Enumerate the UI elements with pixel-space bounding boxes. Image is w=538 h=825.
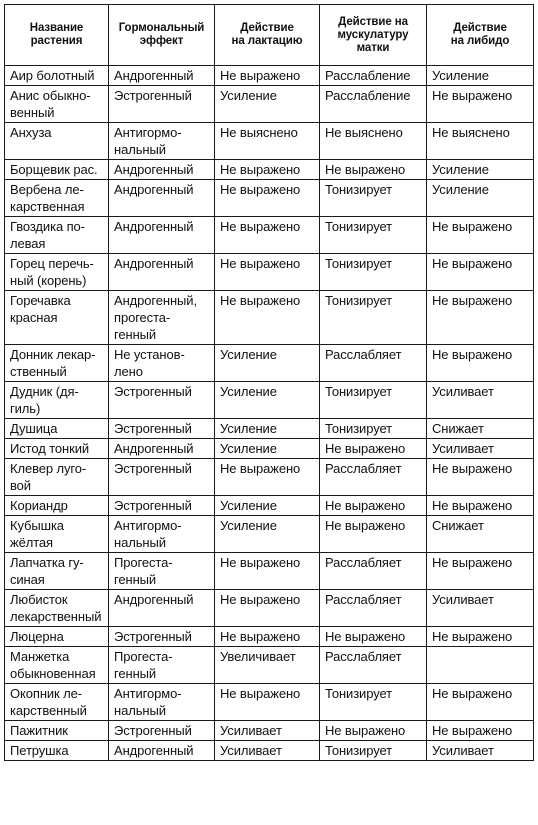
cell-libido-effect — [427, 721, 534, 741]
cell-plant-name — [5, 721, 109, 741]
cell-lactation-effect — [215, 180, 320, 217]
cell-libido-effect — [427, 553, 534, 590]
cell-plant-name — [5, 123, 109, 160]
cell-uterine-effect — [320, 741, 427, 761]
cell-plant-name — [5, 180, 109, 217]
table-row — [5, 516, 534, 553]
cell-hormonal-effect — [109, 345, 215, 382]
cell-line: Усиление — [220, 88, 277, 103]
cell-hormonal-effect — [109, 647, 215, 684]
cell-line: Антигормо- — [114, 518, 182, 533]
cell-hormonal-effect — [109, 627, 215, 647]
cell-line: Усиливает — [220, 743, 282, 758]
plants-hormone-table-wrapper — [4, 4, 534, 761]
cell-lactation-effect — [215, 439, 320, 459]
cell-lactation-effect — [215, 382, 320, 419]
cell-line: Донник лекар- — [10, 347, 96, 362]
cell-line: Расслабляет — [325, 347, 402, 362]
cell-plant-name — [5, 291, 109, 345]
cell-uterine-effect — [320, 217, 427, 254]
cell-libido-effect — [427, 590, 534, 627]
table-row — [5, 291, 534, 345]
cell-line: Прогеста- — [114, 649, 173, 664]
cell-line: красная — [10, 310, 58, 325]
cell-hormonal-effect — [109, 66, 215, 86]
cell-plant-name — [5, 217, 109, 254]
cell-line: Не выражено — [432, 219, 513, 234]
table-row — [5, 217, 534, 254]
cell-plant-name — [5, 160, 109, 180]
cell-libido-effect — [427, 647, 534, 684]
cell-plant-name — [5, 345, 109, 382]
cell-line: жёлтая — [10, 535, 53, 550]
cell-line: Не выражено — [325, 518, 406, 533]
cell-line: Борщевик рас. — [10, 162, 98, 177]
cell-line: Андрогенный — [114, 441, 194, 456]
table-row — [5, 553, 534, 590]
cell-uterine-effect — [320, 291, 427, 345]
cell-line: Не выражено — [432, 686, 513, 701]
cell-line: гиль) — [10, 401, 41, 416]
cell-line: Манжетка — [10, 649, 70, 664]
cell-line: Тонизирует — [325, 219, 393, 234]
cell-line: Усиление — [220, 441, 277, 456]
cell-line: Не выражено — [325, 723, 406, 738]
cell-uterine-effect — [320, 516, 427, 553]
cell-libido-effect — [427, 684, 534, 721]
cell-line: на либидо — [450, 35, 510, 47]
cell-line: Снижает — [432, 518, 484, 533]
cell-line: Усиление — [220, 498, 277, 513]
cell-line: Не выражено — [432, 88, 513, 103]
cell-libido-effect — [427, 345, 534, 382]
cell-hormonal-effect — [109, 553, 215, 590]
cell-plant-name — [5, 419, 109, 439]
cell-line: Гормональный — [118, 22, 205, 34]
header-hormonal-effect — [109, 5, 215, 66]
header-plant-name — [5, 5, 109, 66]
cell-line: Не выражено — [432, 629, 513, 644]
cell-libido-effect — [427, 419, 534, 439]
cell-line: Гвоздика по- — [10, 219, 85, 234]
table-row — [5, 647, 534, 684]
cell-hormonal-effect — [109, 217, 215, 254]
cell-uterine-effect — [320, 553, 427, 590]
cell-line: Усиливает — [432, 441, 494, 456]
cell-line: Антигормо- — [114, 686, 182, 701]
cell-line: вой — [10, 478, 31, 493]
cell-line: генный — [114, 572, 157, 587]
cell-libido-effect — [427, 66, 534, 86]
cell-lactation-effect — [215, 684, 320, 721]
table-row — [5, 86, 534, 123]
table-row — [5, 254, 534, 291]
table-row — [5, 459, 534, 496]
cell-plant-name — [5, 684, 109, 721]
cell-line: Андрогенный — [114, 219, 194, 234]
cell-libido-effect — [427, 741, 534, 761]
cell-line: Тонизирует — [325, 421, 393, 436]
cell-libido-effect — [427, 217, 534, 254]
cell-uterine-effect — [320, 439, 427, 459]
cell-line: на лактацию — [231, 35, 303, 47]
cell-libido-effect — [427, 627, 534, 647]
cell-line: Не выражено — [432, 555, 513, 570]
cell-line: Кубышка — [10, 518, 64, 533]
cell-line: Андрогенный — [114, 592, 194, 607]
cell-plant-name — [5, 647, 109, 684]
cell-line: лекарственный — [10, 609, 102, 624]
cell-lactation-effect — [215, 345, 320, 382]
cell-line: Расслабляет — [325, 649, 402, 664]
cell-line: Антигормо- — [114, 125, 182, 140]
cell-plant-name — [5, 459, 109, 496]
table-row — [5, 496, 534, 516]
cell-line: Усиление — [432, 162, 489, 177]
cell-libido-effect — [427, 516, 534, 553]
cell-line: Не выяснено — [325, 125, 403, 140]
cell-line: Расслабляет — [325, 592, 402, 607]
cell-line: эффект — [139, 35, 184, 47]
cell-line: Тонизирует — [325, 256, 393, 271]
cell-plant-name — [5, 590, 109, 627]
cell-hormonal-effect — [109, 254, 215, 291]
cell-hormonal-effect — [109, 590, 215, 627]
cell-uterine-effect — [320, 647, 427, 684]
cell-line: Не выражено — [432, 347, 513, 362]
header-libido-effect — [427, 5, 534, 66]
cell-lactation-effect — [215, 627, 320, 647]
cell-libido-effect — [427, 160, 534, 180]
cell-uterine-effect — [320, 419, 427, 439]
cell-line: Люцерна — [10, 629, 64, 644]
cell-uterine-effect — [320, 86, 427, 123]
cell-hormonal-effect — [109, 123, 215, 160]
cell-line: Усиление — [432, 68, 489, 83]
cell-line: ственный — [10, 364, 67, 379]
cell-line: Андрогенный — [114, 68, 194, 83]
cell-line: Расслабление — [325, 88, 411, 103]
cell-plant-name — [5, 741, 109, 761]
cell-line: Не выражено — [220, 219, 301, 234]
cell-line: Не выражено — [432, 293, 513, 308]
cell-line: Усиливает — [432, 592, 494, 607]
cell-lactation-effect — [215, 590, 320, 627]
cell-line: Действие — [453, 22, 507, 34]
cell-lactation-effect — [215, 516, 320, 553]
cell-hormonal-effect — [109, 684, 215, 721]
cell-line: Эстрогенный — [114, 498, 192, 513]
cell-hormonal-effect — [109, 419, 215, 439]
table-row — [5, 590, 534, 627]
cell-line: нальный — [114, 703, 166, 718]
cell-line: Петрушка — [10, 743, 69, 758]
cell-lactation-effect — [215, 741, 320, 761]
cell-line: нальный — [114, 142, 166, 157]
cell-line: Прогеста- — [114, 555, 173, 570]
cell-line: Не выражено — [220, 256, 301, 271]
cell-line: Не выражено — [432, 461, 513, 476]
cell-line: Андрогенный — [114, 256, 194, 271]
cell-plant-name — [5, 516, 109, 553]
cell-line: растения — [30, 35, 83, 47]
cell-line: Не выражено — [220, 555, 301, 570]
cell-line: Пажитник — [10, 723, 68, 738]
cell-hormonal-effect — [109, 382, 215, 419]
cell-line: Не выражено — [432, 256, 513, 271]
cell-line: Усиление — [220, 384, 277, 399]
cell-line: Усиление — [220, 518, 277, 533]
cell-line: генный — [114, 327, 157, 342]
cell-line: Андрогенный — [114, 743, 194, 758]
cell-line: Расслабляет — [325, 461, 402, 476]
cell-uterine-effect — [320, 496, 427, 516]
cell-line: карственный — [10, 703, 87, 718]
cell-line: Действие — [240, 22, 294, 34]
cell-line: Не выражено — [325, 441, 406, 456]
cell-line: Анис обыкно- — [10, 88, 91, 103]
cell-libido-effect — [427, 291, 534, 345]
cell-line: Не выражено — [325, 629, 406, 644]
cell-line: Не выяснено — [432, 125, 510, 140]
cell-hormonal-effect — [109, 439, 215, 459]
cell-uterine-effect — [320, 721, 427, 741]
cell-plant-name — [5, 496, 109, 516]
cell-line: Не выражено — [220, 162, 301, 177]
cell-line: Дудник (дя- — [10, 384, 79, 399]
cell-line: Эстрогенный — [114, 88, 192, 103]
cell-uterine-effect — [320, 180, 427, 217]
cell-line: Усиление — [220, 421, 277, 436]
table-row — [5, 419, 534, 439]
cell-line: карственная — [10, 199, 85, 214]
cell-line: Эстрогенный — [114, 421, 192, 436]
cell-line: Не выражено — [220, 68, 301, 83]
cell-line: Название — [29, 22, 84, 34]
cell-lactation-effect — [215, 254, 320, 291]
table-header-row — [5, 5, 534, 66]
cell-hormonal-effect — [109, 721, 215, 741]
cell-hormonal-effect — [109, 496, 215, 516]
cell-lactation-effect — [215, 291, 320, 345]
cell-line: Тонизирует — [325, 384, 393, 399]
cell-line: Эстрогенный — [114, 384, 192, 399]
cell-line: Усиливает — [432, 743, 494, 758]
cell-line: Эстрогенный — [114, 723, 192, 738]
cell-line: Не выражено — [220, 592, 301, 607]
cell-line: генный — [114, 666, 157, 681]
cell-line: Горечавка — [10, 293, 71, 308]
cell-line: Тонизирует — [325, 182, 393, 197]
table-row — [5, 741, 534, 761]
cell-line: Не выражено — [432, 723, 513, 738]
cell-line: Тонизирует — [325, 686, 393, 701]
cell-line: Не установ- — [114, 347, 185, 362]
cell-plant-name — [5, 86, 109, 123]
header-uterine-effect — [320, 5, 427, 66]
cell-hormonal-effect — [109, 160, 215, 180]
table-row — [5, 721, 534, 741]
cell-line: Анхуза — [10, 125, 52, 140]
cell-line: Не выражено — [325, 498, 406, 513]
cell-line: прогеста- — [114, 310, 171, 325]
cell-line: Лапчатка гу- — [10, 555, 84, 570]
cell-line: ный (корень) — [10, 273, 87, 288]
cell-line: синая — [10, 572, 45, 587]
cell-lactation-effect — [215, 123, 320, 160]
cell-uterine-effect — [320, 684, 427, 721]
cell-line: левая — [10, 236, 46, 251]
cell-lactation-effect — [215, 459, 320, 496]
cell-lactation-effect — [215, 86, 320, 123]
cell-uterine-effect — [320, 627, 427, 647]
cell-hormonal-effect — [109, 459, 215, 496]
cell-libido-effect — [427, 254, 534, 291]
table-row — [5, 160, 534, 180]
cell-line: Расслабление — [325, 68, 411, 83]
cell-lactation-effect — [215, 496, 320, 516]
cell-line: Вербена ле- — [10, 182, 84, 197]
cell-line: Увеличивает — [220, 649, 296, 664]
table-row — [5, 345, 534, 382]
cell-line: лено — [114, 364, 143, 379]
cell-line: Не выражено — [220, 461, 301, 476]
cell-line: Эстрогенный — [114, 629, 192, 644]
cell-line: Окопник ле- — [10, 686, 82, 701]
cell-line: Андрогенный — [114, 162, 194, 177]
cell-line: обыкновенная — [10, 666, 96, 681]
cell-uterine-effect — [320, 590, 427, 627]
cell-line: Не выражено — [220, 182, 301, 197]
cell-uterine-effect — [320, 254, 427, 291]
cell-line: Расслабляет — [325, 555, 402, 570]
cell-uterine-effect — [320, 459, 427, 496]
cell-hormonal-effect — [109, 516, 215, 553]
cell-line: Истод тонкий — [10, 441, 90, 456]
cell-hormonal-effect — [109, 180, 215, 217]
cell-line: Действие на — [338, 15, 408, 28]
header-lactation-effect — [215, 5, 320, 66]
cell-line: Тонизирует — [325, 743, 393, 758]
table-row — [5, 66, 534, 86]
plants-hormone-table — [4, 4, 534, 761]
table-row — [5, 180, 534, 217]
cell-line: Андрогенный — [114, 182, 194, 197]
cell-line: Душица — [10, 421, 58, 436]
cell-lactation-effect — [215, 160, 320, 180]
cell-line: нальный — [114, 535, 166, 550]
cell-line: Тонизирует — [325, 293, 393, 308]
cell-line: Кориандр — [10, 498, 68, 513]
cell-uterine-effect — [320, 382, 427, 419]
table-row — [5, 684, 534, 721]
cell-line: матки — [356, 41, 390, 54]
cell-lactation-effect — [215, 217, 320, 254]
cell-line: венный — [10, 105, 55, 120]
cell-line: Не выражено — [220, 293, 301, 308]
cell-plant-name — [5, 627, 109, 647]
cell-lactation-effect — [215, 721, 320, 741]
cell-libido-effect — [427, 382, 534, 419]
cell-line: Не выражено — [325, 162, 406, 177]
table-row — [5, 382, 534, 419]
cell-line: Андрогенный, — [114, 293, 197, 308]
cell-hormonal-effect — [109, 86, 215, 123]
cell-plant-name — [5, 382, 109, 419]
cell-line: Не выражено — [220, 686, 301, 701]
cell-libido-effect — [427, 86, 534, 123]
cell-uterine-effect — [320, 160, 427, 180]
cell-line: мускулатуру — [337, 28, 409, 41]
cell-libido-effect — [427, 439, 534, 459]
cell-line: Эстрогенный — [114, 461, 192, 476]
cell-uterine-effect — [320, 345, 427, 382]
cell-plant-name — [5, 66, 109, 86]
cell-line: Не выражено — [432, 498, 513, 513]
table-row — [5, 627, 534, 647]
cell-line: Усиливает — [432, 384, 494, 399]
cell-plant-name — [5, 553, 109, 590]
cell-lactation-effect — [215, 66, 320, 86]
cell-line: Снижает — [432, 421, 484, 436]
cell-uterine-effect — [320, 123, 427, 160]
cell-line: Не выяснено — [220, 125, 298, 140]
cell-hormonal-effect — [109, 291, 215, 345]
cell-plant-name — [5, 439, 109, 459]
cell-libido-effect — [427, 180, 534, 217]
cell-uterine-effect — [320, 66, 427, 86]
cell-hormonal-effect — [109, 741, 215, 761]
cell-libido-effect — [427, 496, 534, 516]
cell-lactation-effect — [215, 553, 320, 590]
table-row — [5, 439, 534, 459]
cell-libido-effect — [427, 123, 534, 160]
table-body — [5, 66, 534, 761]
cell-line: Горец перечь- — [10, 256, 94, 271]
cell-line: Усиление — [220, 347, 277, 362]
cell-line: Усиливает — [220, 723, 282, 738]
cell-line: Аир болотный — [10, 68, 95, 83]
cell-line: Клевер луго- — [10, 461, 87, 476]
cell-lactation-effect — [215, 647, 320, 684]
cell-plant-name — [5, 254, 109, 291]
cell-line: Не выражено — [220, 629, 301, 644]
cell-line: Усиление — [432, 182, 489, 197]
cell-lactation-effect — [215, 419, 320, 439]
cell-libido-effect — [427, 459, 534, 496]
cell-line: Любисток — [10, 592, 68, 607]
table-row — [5, 123, 534, 160]
